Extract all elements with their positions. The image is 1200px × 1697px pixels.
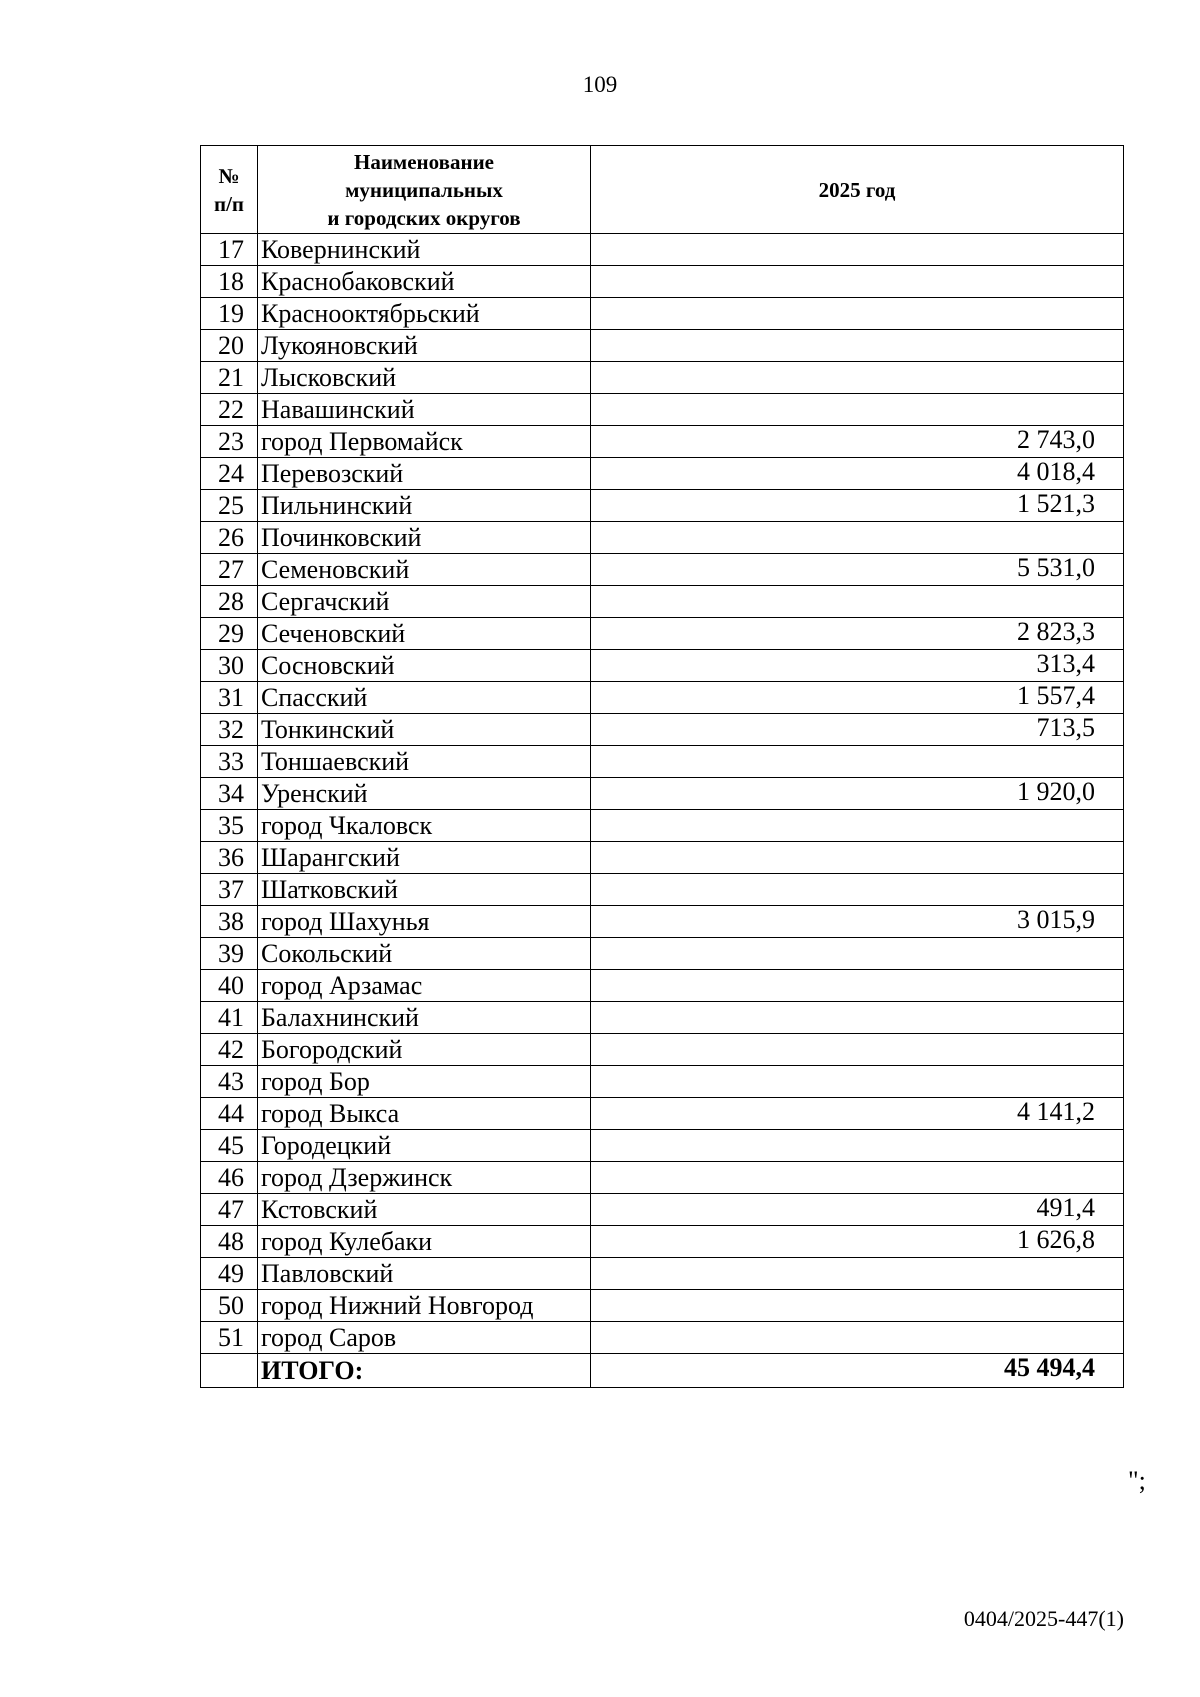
row-value xyxy=(591,746,1124,778)
row-value xyxy=(591,1162,1124,1194)
table-row xyxy=(201,1258,1124,1290)
row-district-name: Кстовский xyxy=(258,1194,591,1226)
row-district-name: Краснобаковский xyxy=(258,266,591,298)
row-value: 713,5 xyxy=(591,714,1124,746)
table-row xyxy=(201,874,1124,906)
row-value xyxy=(591,1290,1124,1322)
table-row xyxy=(201,1162,1124,1194)
table-row xyxy=(201,298,1124,330)
row-number: 40 xyxy=(201,970,258,1002)
row-number: 21 xyxy=(201,362,258,394)
row-value: 1 920,0 xyxy=(591,778,1124,810)
row-number: 33 xyxy=(201,746,258,778)
row-value: 4 141,2 xyxy=(591,1098,1124,1130)
row-number: 27 xyxy=(201,554,258,586)
row-value xyxy=(591,874,1124,906)
table-row xyxy=(201,1322,1124,1354)
table-row xyxy=(201,1098,1124,1130)
row-number: 24 xyxy=(201,458,258,490)
row-number: 48 xyxy=(201,1226,258,1258)
row-value xyxy=(591,938,1124,970)
row-district-name: Уренский xyxy=(258,778,591,810)
row-value: 1 521,3 xyxy=(591,490,1124,522)
row-district-name: Пильнинский xyxy=(258,490,591,522)
row-district-name: город Выкса xyxy=(258,1098,591,1130)
row-value: 2 743,0 xyxy=(591,426,1124,458)
row-number: 30 xyxy=(201,650,258,682)
row-value xyxy=(591,1066,1124,1098)
row-number: 22 xyxy=(201,394,258,426)
table-body xyxy=(201,234,1124,1354)
allocation-table xyxy=(200,145,1124,1388)
row-number: 31 xyxy=(201,682,258,714)
row-value xyxy=(591,1322,1124,1354)
header-year-label: 2025 год xyxy=(818,177,896,202)
row-value xyxy=(591,1002,1124,1034)
table-row xyxy=(201,778,1124,810)
table-row xyxy=(201,554,1124,586)
row-district-name: Спасский xyxy=(258,682,591,714)
row-value xyxy=(591,522,1124,554)
row-number: 42 xyxy=(201,1034,258,1066)
table-row xyxy=(201,906,1124,938)
row-number: 29 xyxy=(201,618,258,650)
row-district-name: город Кулебаки xyxy=(258,1226,591,1258)
row-value: 491,4 xyxy=(591,1194,1124,1226)
total-label: ИТОГО: xyxy=(258,1354,591,1388)
table-row xyxy=(201,1290,1124,1322)
row-number: 26 xyxy=(201,522,258,554)
row-number: 36 xyxy=(201,842,258,874)
row-value xyxy=(591,1130,1124,1162)
row-value: 2 823,3 xyxy=(591,618,1124,650)
table-row xyxy=(201,1002,1124,1034)
table-row xyxy=(201,810,1124,842)
row-district-name: Сергачский xyxy=(258,586,591,618)
row-number: 45 xyxy=(201,1130,258,1162)
table-row xyxy=(201,650,1124,682)
row-number: 18 xyxy=(201,266,258,298)
row-district-name: город Первомайск xyxy=(258,426,591,458)
row-value xyxy=(591,394,1124,426)
table-row xyxy=(201,330,1124,362)
row-district-name: город Чкаловск xyxy=(258,810,591,842)
row-district-name: город Арзамас xyxy=(258,970,591,1002)
total-num-cell xyxy=(201,1354,258,1388)
row-district-name: город Бор xyxy=(258,1066,591,1098)
row-number: 17 xyxy=(201,234,258,266)
table-row xyxy=(201,682,1124,714)
row-value: 4 018,4 xyxy=(591,458,1124,490)
row-number: 20 xyxy=(201,330,258,362)
table-row xyxy=(201,970,1124,1002)
row-number: 43 xyxy=(201,1066,258,1098)
row-district-name: Тонкинский xyxy=(258,714,591,746)
total-value: 45 494,4 xyxy=(591,1354,1124,1388)
closing-quote-mark: "; xyxy=(1128,1466,1146,1495)
table-row xyxy=(201,362,1124,394)
row-number: 19 xyxy=(201,298,258,330)
row-value xyxy=(591,970,1124,1002)
row-district-name: город Шахунья xyxy=(258,906,591,938)
table-row xyxy=(201,586,1124,618)
row-district-name: Сосновский xyxy=(258,650,591,682)
row-number: 28 xyxy=(201,586,258,618)
row-district-name: Лукояновский xyxy=(258,330,591,362)
row-district-name: Тоншаевский xyxy=(258,746,591,778)
row-number: 34 xyxy=(201,778,258,810)
total-row xyxy=(201,1354,1124,1388)
table-row xyxy=(201,1226,1124,1258)
row-value: 1 626,8 xyxy=(591,1226,1124,1258)
row-district-name: Павловский xyxy=(258,1258,591,1290)
row-value: 1 557,4 xyxy=(591,682,1124,714)
row-number: 46 xyxy=(201,1162,258,1194)
row-district-name: Балахнинский xyxy=(258,1002,591,1034)
row-district-name: Перевозский xyxy=(258,458,591,490)
row-district-name: Лысковский xyxy=(258,362,591,394)
row-number: 51 xyxy=(201,1322,258,1354)
table-row xyxy=(201,1066,1124,1098)
row-value xyxy=(591,266,1124,298)
row-value: 3 015,9 xyxy=(591,906,1124,938)
row-district-name: Городецкий xyxy=(258,1130,591,1162)
header-number xyxy=(201,146,258,234)
row-value xyxy=(591,842,1124,874)
row-number: 35 xyxy=(201,810,258,842)
row-value xyxy=(591,1034,1124,1066)
table-row xyxy=(201,234,1124,266)
row-district-name: Шатковский xyxy=(258,874,591,906)
row-number: 39 xyxy=(201,938,258,970)
header-name xyxy=(258,146,591,234)
table-row xyxy=(201,1194,1124,1226)
row-number: 32 xyxy=(201,714,258,746)
row-value xyxy=(591,234,1124,266)
row-district-name: город Нижний Новгород xyxy=(258,1290,591,1322)
row-district-name: Ковернинский xyxy=(258,234,591,266)
row-value xyxy=(591,298,1124,330)
row-number: 50 xyxy=(201,1290,258,1322)
table-header-row xyxy=(201,146,1124,234)
row-number: 23 xyxy=(201,426,258,458)
row-value xyxy=(591,1258,1124,1290)
table-row xyxy=(201,394,1124,426)
table-row xyxy=(201,714,1124,746)
table-row xyxy=(201,1130,1124,1162)
row-district-name: Починковский xyxy=(258,522,591,554)
row-value xyxy=(591,330,1124,362)
row-value: 5 531,0 xyxy=(591,554,1124,586)
row-number: 44 xyxy=(201,1098,258,1130)
row-district-name: Шарангский xyxy=(258,842,591,874)
row-district-name: Краснооктябрьский xyxy=(258,298,591,330)
table-row xyxy=(201,1034,1124,1066)
row-number: 41 xyxy=(201,1002,258,1034)
table-row xyxy=(201,426,1124,458)
header-name-label: Наименование муниципальных и городских округов xyxy=(327,149,521,230)
table-row xyxy=(201,842,1124,874)
row-value xyxy=(591,810,1124,842)
table-row xyxy=(201,746,1124,778)
table-row xyxy=(201,938,1124,970)
table-row xyxy=(201,490,1124,522)
row-district-name: Богородский xyxy=(258,1034,591,1066)
row-district-name: Сокольский xyxy=(258,938,591,970)
row-district-name: Семеновский xyxy=(258,554,591,586)
row-value: 313,4 xyxy=(591,650,1124,682)
row-number: 25 xyxy=(201,490,258,522)
row-district-name: город Саров xyxy=(258,1322,591,1354)
table-row xyxy=(201,618,1124,650)
row-number: 37 xyxy=(201,874,258,906)
row-value xyxy=(591,586,1124,618)
row-district-name: Сеченовский xyxy=(258,618,591,650)
table-row xyxy=(201,266,1124,298)
table-row xyxy=(201,522,1124,554)
row-number: 47 xyxy=(201,1194,258,1226)
row-number: 38 xyxy=(201,906,258,938)
row-district-name: Навашинский xyxy=(258,394,591,426)
row-value xyxy=(591,362,1124,394)
row-district-name: город Дзержинск xyxy=(258,1162,591,1194)
document-code: 0404/2025-447(1) xyxy=(963,1606,1124,1631)
header-number-label: № п/п xyxy=(213,163,245,216)
row-number: 49 xyxy=(201,1258,258,1290)
page-number: 109 xyxy=(582,72,618,97)
table-row xyxy=(201,458,1124,490)
header-year xyxy=(591,146,1124,234)
